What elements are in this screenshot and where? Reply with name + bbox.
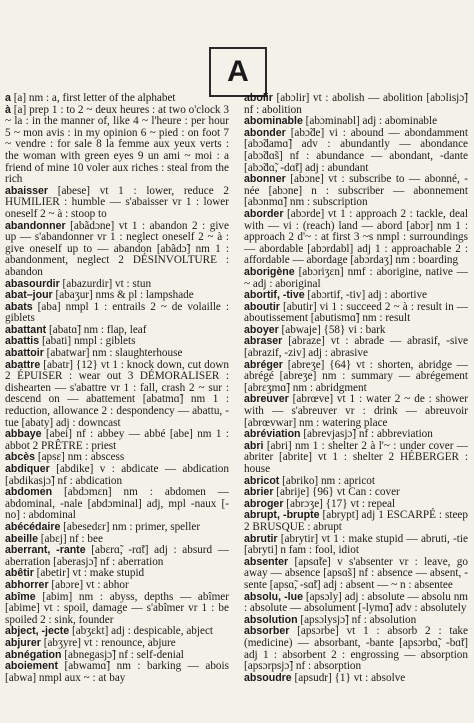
dictionary-entry: aboyer [abwaje] {58} vi : bark xyxy=(244,323,386,336)
dictionary-entry: abécédaire [abesedɛr] nm : primer, speller xyxy=(5,520,201,533)
dictionary-entry: abaisser [abese] vt 1 : lower, reduce 2 HUMILIER : humble — s'abaisser vr 1 : lower oneself 2 ~ à : stoop to xyxy=(5,184,229,220)
dictionary-entry: abraser [abraze] vt : abrade — abrasif, -sive [abrazif, -ziv] adj : abrasive xyxy=(244,335,468,360)
dictionary-entry: aboiement [abwamɑ̃] nm : barking — abois [abwa] nmpl aux ~ : at bay xyxy=(5,660,229,684)
dictionary-entry: abdiquer [abdike] v : abdicate — abdication [abdikasjɔ̃] nf : abdication xyxy=(5,463,229,487)
dictionary-entry: aborder [abɔrde] vt 1 : approach 2 : tackle, deal with — vi : (reach) land — abord [abɔr] nm 1 : approach 2 d'~ : at first 3 ~s nmpl : surroundings — abordable [abɔrdabl] adj 1 : approachable 2 : affordable — abordage [abɔrdaʒ] nm : boarding xyxy=(244,207,468,267)
dictionary-entry: abîme [abim] nm : abyss, depths — abîmer [abime] vt : spoil, damage — s'abîmer vr 1 : be spoiled 2 : sink, founder xyxy=(5,590,229,626)
dictionary-entry: abrupt, -brupte [abrypt] adj 1 ESCARPÉ : steep 2 BRUSQUE : abrupt xyxy=(244,509,468,533)
dictionary-entry: abdomen [abdɔmɛn] nm : abdomen — abdominal, -nale [abdɔminal] adj, mpl -naux [-no] : abdominal xyxy=(5,486,229,522)
dictionary-entry: abri [abri] nm 1 : shelter 2 à l'~ : under cover — abriter [abrite] vt 1 : shelter 2 HÉBERGER : house xyxy=(244,439,468,475)
dictionary-entry: absorber [apsɔrbe] vt 1 : absorb 2 : take (medicine) — absorbant, -bante [apsɔrbɑ̃, -bɑ̃t] adj 1 : absorbent 2 : engrossing — absorption [apsɔrpsjɔ̃] nf : absorption xyxy=(244,625,468,673)
dictionary-entry: abattis [abati] nmpl : giblets xyxy=(5,335,136,348)
dictionary-entry: abonner [abɔne] vt : subscribe to — abonné, -née [abɔne] n : subscriber — abonnement [abɔnmɑ̃] nm : subscription xyxy=(244,173,468,209)
dictionary-entry: absoudre [apsudr] {1} vt : absolve xyxy=(244,671,406,684)
dictionary-entry: abortif, -tive [abɔrtif, -tiv] adj : abortive xyxy=(244,289,428,302)
dictionary-entry: abject, -jecte [abʒɛkt] adj : despicable, abject xyxy=(5,625,214,638)
dictionary-entry: absolution [apsɔlysjɔ̃] nf : absolution xyxy=(244,613,417,626)
dictionary-entry: abeille [abɛj] nf : bee xyxy=(5,532,103,545)
dictionary-entry: abasourdir [abazurdir] vt : stun xyxy=(5,277,152,290)
dictionary-entry: abattre [abatr] {12} vt 1 : knock down, cut down 2 ÉPUISER : wear out 3 DÉMORALISER : dishearten — s'abattre vr 1 : fall, crash 2 ~ sur : descend on — abattement [abatmɑ̃] nm 1 : reduction, allowance 2 : despondency — abattu, -tue [abaty] adj : downcast xyxy=(5,358,229,429)
dictionary-entry: a [a] nm : a, first letter of the alphabet xyxy=(5,93,176,104)
dictionary-entry: absolu, -lue [apsɔly] adj : absolute — absolu nm : absolute — absolument [-lymɑ̃] adv : absolutely xyxy=(244,590,468,615)
dictionary-entry: aberrant, -rante [abɛrɑ̃, -rɑ̃t] adj : absurd — aberration [aberasjɔ̃] nf : aberration xyxy=(5,544,229,568)
dictionary-entry: abjurer [abʒyre] vt : renounce, abjure xyxy=(5,636,176,649)
dictionary-entry: à [a] prep 1 : to 2 ~ deux heures : at two o'clock 3 ~ la : in the manner of, like 4 ~ l'heure : per hour 5 ~ mon avis : in my opinion 6 ~ pied : on foot 7 ~ vendre : for sale 8 la femme aux yeux verts : the woman with green eyes 9 un ami ~ moi : a friend of mine 10 voler aux riches : steal from the rich xyxy=(5,103,229,186)
section-letter: A xyxy=(209,47,267,97)
dictionary-entry: abreuver [abrœve] vt 1 : water 2 ~ de : shower with — s'abreuver vr : drink — abreuvoir [abrœvwar] nm : watering place xyxy=(244,393,468,429)
dictionary-entry: abricot [abriko] nm : apricot xyxy=(244,474,376,487)
dictionary-entry: abrier [abrije] {96} vt Can : cover xyxy=(244,486,400,499)
dictionary-entry: abandonner [abãdɔne] vt 1 : abandon 2 : give up — s'abandonner vr 1 : neglect oneself 2 ~ à : give oneself up to — abandon [abãdɔ̃] nm 1 : abandonment, neglect 2 DÉSINVOLTURE : abandon xyxy=(5,219,229,278)
dictionary-entry: abattoir [abatwar] nm : slaughterhouse xyxy=(5,347,183,360)
dictionary-entry: abrutir [abrytir] vt 1 : make stupid — abruti, -tie [abryti] n fam : fool, idiot xyxy=(244,532,468,557)
dictionary-entry: abroger [abrɔʒe] {17} vt : repeal xyxy=(244,497,396,510)
dictionary-entry: abêtir [abetir] vt : make stupid xyxy=(5,567,145,580)
dictionary-entry: abats [aba] nmpl 1 : entrails 2 ~ de volaille : giblets xyxy=(5,300,229,325)
dictionary-entry: abréviation [abrevjasjɔ̃] nf : abbreviation xyxy=(244,428,433,441)
dictionary-entry: abolir [abɔlir] vt : abolish — abolition [abɔlisjɔ̃] nf : abolition xyxy=(244,93,468,116)
dictionary-entry: abonder [abɔ̃de] vi : abound — abondamment [abɔ̃damɑ̃] adv : abundantly — abondance [abɔ̃dɑ̃s] nf : abundance — abondant, -dante [abɔ̃dɑ̃, -dɑ̃t] adj : abundant xyxy=(244,126,468,174)
dictionary-entry: aboutir [abutir] vi 1 : succeed 2 ~ à : result in — aboutissement [abutismɑ̃] nm : result xyxy=(244,300,468,325)
dictionary-entry: abréger [abreʒe] {64} vt : shorten, abridge — abrégé [abreʒe] nm : summary — abrégement [abrɛʒmɑ̃] nm : abridgment xyxy=(244,358,468,394)
dictionary-entry: abcès [apsɛ] nm : abscess xyxy=(5,451,125,464)
dictionary-entry: abbaye [abei] nf : abbey — abbé [abe] nm 1 : abbot 2 PRÊTRE : priest xyxy=(5,428,229,452)
dictionary-entry: abattant [abatɑ̃] nm : flap, leaf xyxy=(5,323,147,336)
dictionary-entry: abominable [abɔminabl] adj : abominable xyxy=(244,115,438,128)
dictionary-entry: abat–jour [abaʒur] nms & pl : lampshade xyxy=(5,289,194,302)
dictionary-entry: abhorrer [abɔre] vt : abhor xyxy=(5,578,129,591)
right-column xyxy=(244,93,468,718)
dictionary-entry: absenter [apsɑ̃te] v s'absenter vr : leave, go away — absence [apsɑ̃s] nf : absence — absent, -sente [apsɑ̃, -sɑ̃t] adj : absent — ~ n : absentee xyxy=(244,555,468,591)
dictionary-entry: aborigène [abɔriʒɛn] nmf : aborigine, native — ~ adj : aboriginal xyxy=(244,265,468,290)
dictionary-entry: abnégation [abnegasjɔ̃] nf : self-denial xyxy=(5,648,184,661)
left-column xyxy=(5,93,229,718)
